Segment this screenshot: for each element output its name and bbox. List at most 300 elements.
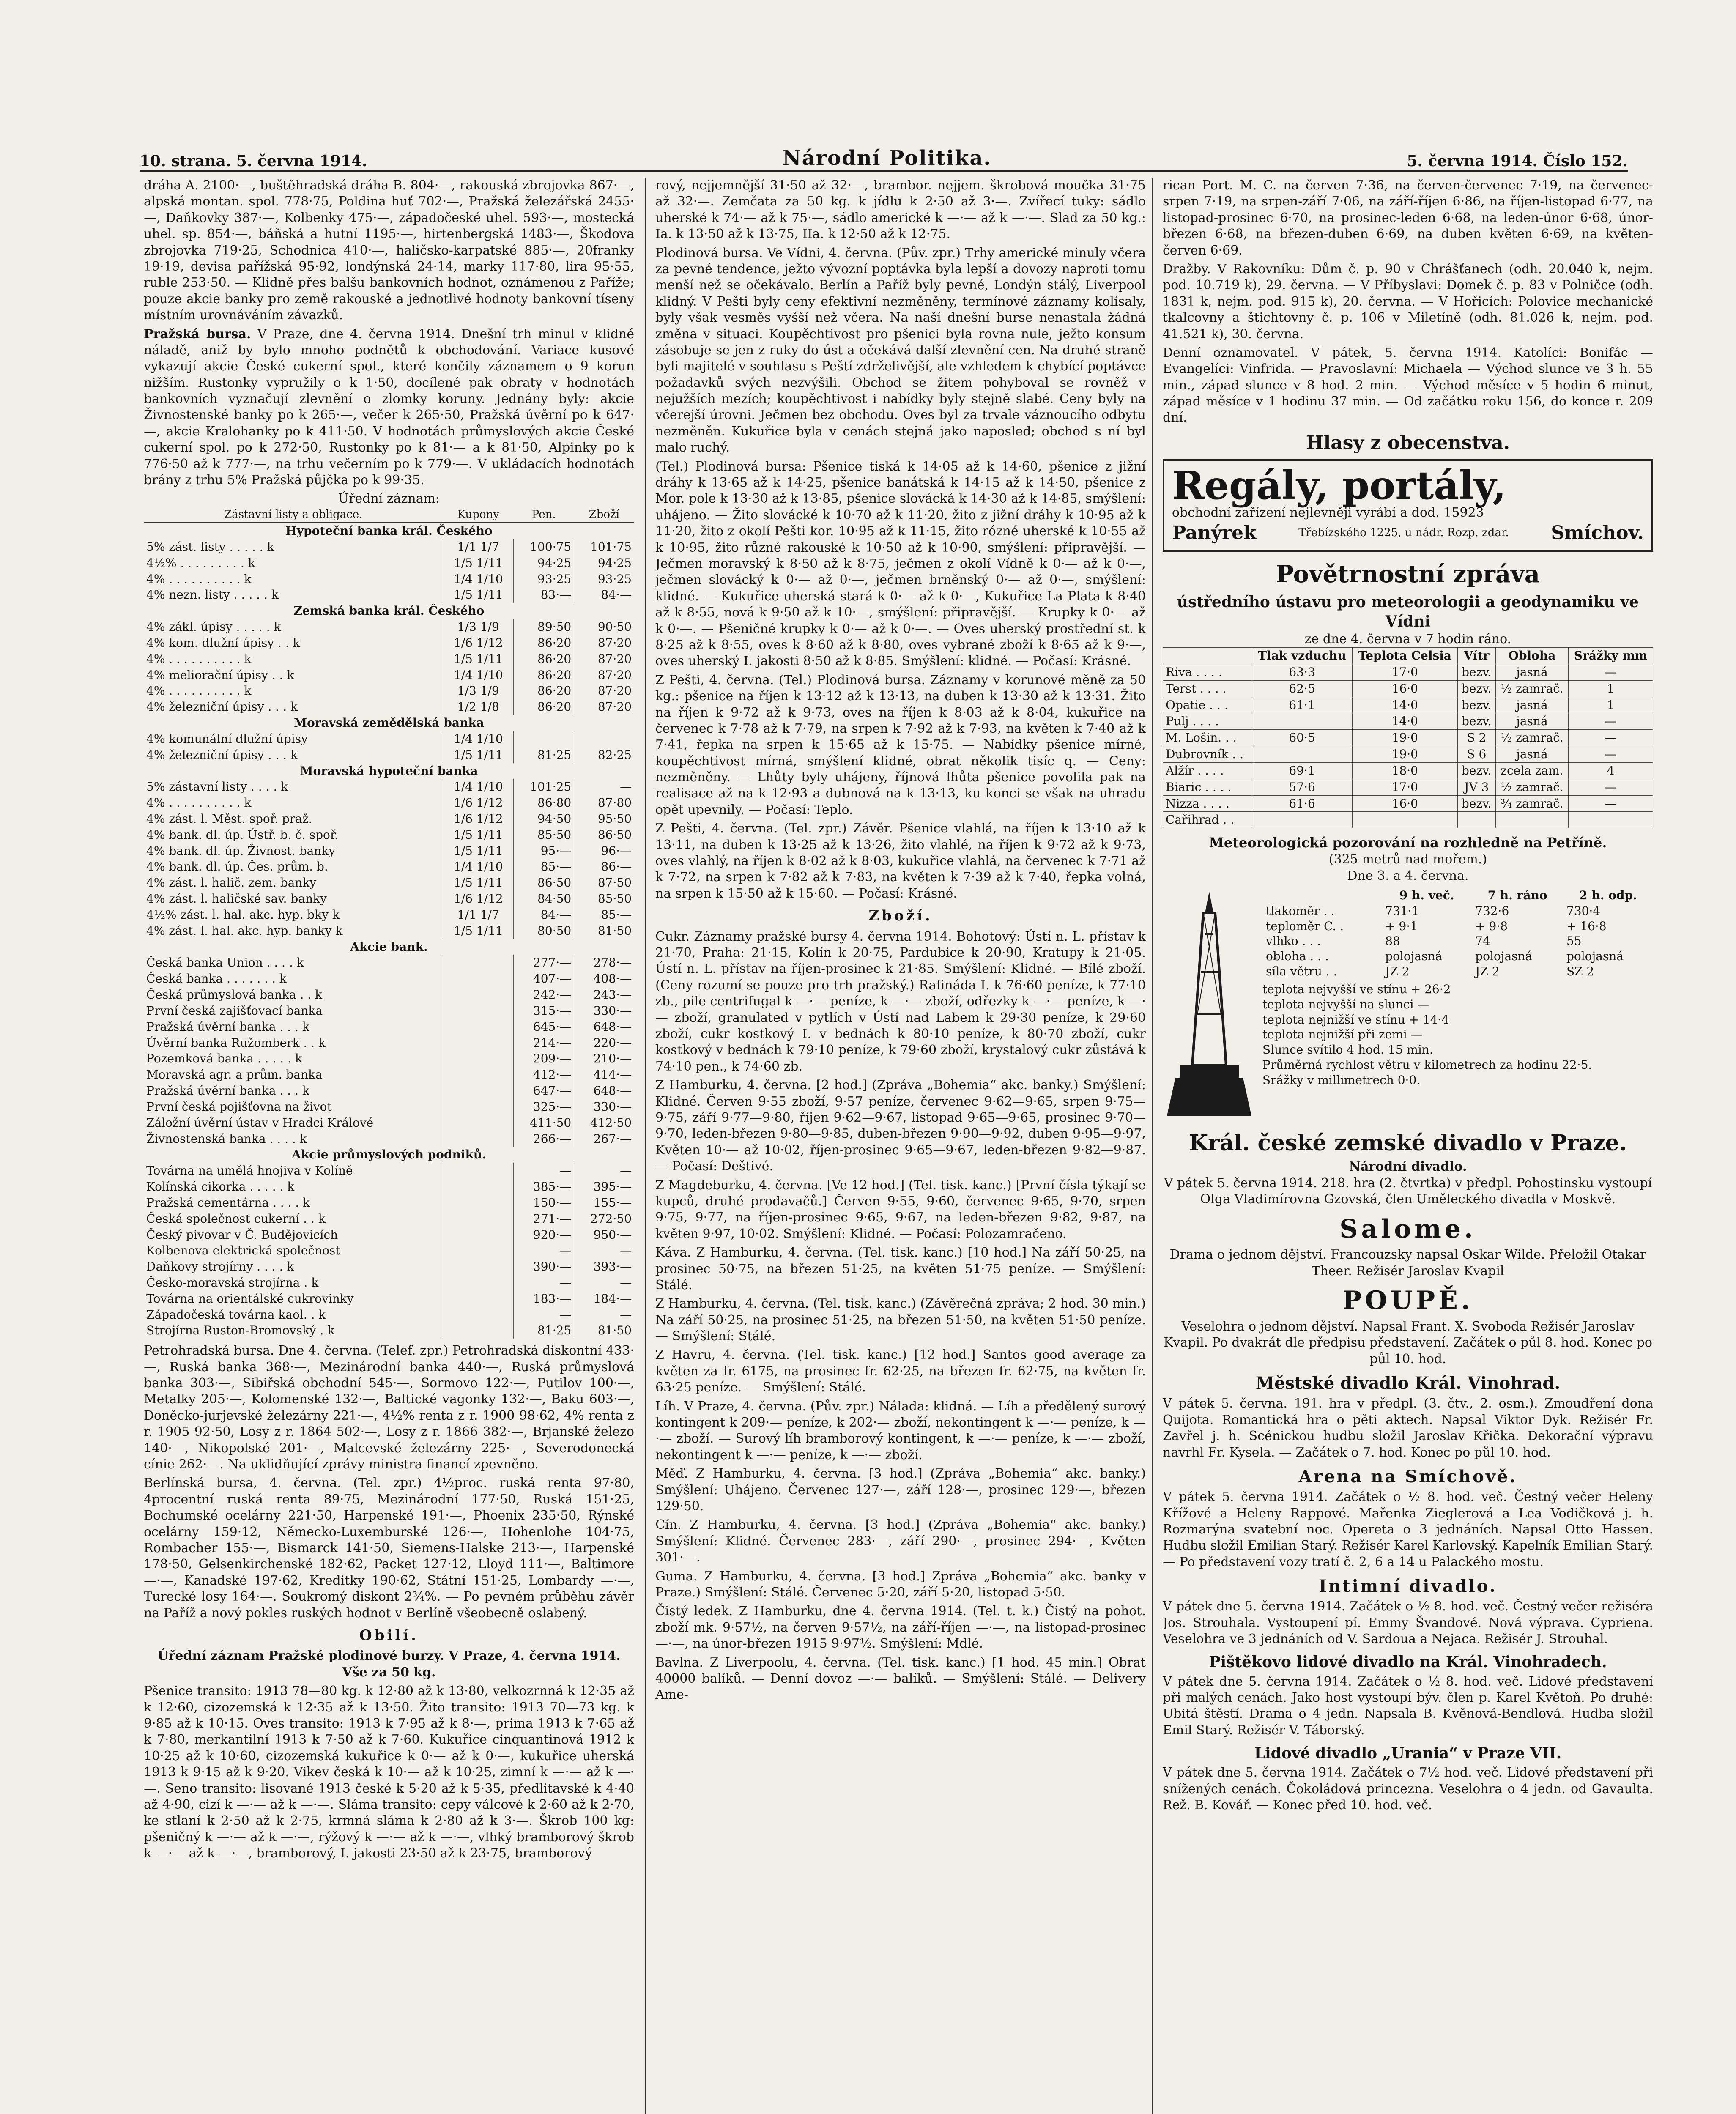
observation-header-cell: 7 h. ráno (1487, 888, 1547, 902)
weather-cell: bezv. (1458, 680, 1495, 697)
weather-cell: bezv. (1458, 713, 1495, 730)
bond-row (144, 827, 634, 843)
observations-date: Dne 3. a 4. června. (1347, 868, 1469, 883)
bond-coupons (443, 1275, 514, 1291)
bond-money: 93·25 (514, 571, 574, 587)
bond-group-row (144, 603, 634, 619)
weather-row (1163, 680, 1653, 697)
bond-coupons: 1/5 1/11 (443, 923, 514, 939)
observation-cell: JZ 2 (1385, 964, 1410, 979)
daily-notices: Denní oznamovatel. V pátek, 5. června 1914. Katolíci: Bonifác — Evangelíci: Vinfrida. — Pravoslavní: Michaela — Východ slunce ve 3 h. 55 min., západ slunce v 8 hod. 2 min. — Východ měsíce v 5 hodin 6 minut, západ měsíce v 1 hodinu 37 min. — Od začátku roku 156, do konce r. 209 dní. (1163, 345, 1653, 425)
observation-cell: tlakoměr . . (1266, 904, 1335, 918)
bond-goods: 81·50 (574, 923, 634, 939)
bond-row (144, 811, 634, 827)
bond-goods: 412·50 (574, 1115, 634, 1131)
observation-cell: 731·1 (1385, 904, 1419, 918)
havre-coffee: Z Havru, 4. června. (Tel. tisk. kanc.) [12 hod.] Santos good average za květen za fr. 6175, na prosinec fr. 62·25, na březen fr. 62·75, na květen fr. 63·25 peníze. — Smýšlení: Stálé. (655, 1347, 1146, 1395)
weather-cell: 4 (1569, 762, 1653, 779)
bond-row (144, 1323, 634, 1339)
bond-goods: 87·20 (574, 667, 634, 683)
bond-goods: 330·— (574, 1099, 634, 1115)
copper-report: Měď. Z Hamburku, 4. června. [3 hod.] (Zpráva „Bohemia“ akc. banky.) Smýšlení: Uhájeno. Červenec 127·—, září 128·—, prosinec 129·—, březen 129·50. (655, 1466, 1146, 1514)
official-record-title: Úřední záznam: (338, 491, 440, 507)
bond-money: 94·25 (514, 555, 574, 571)
bond-row (144, 587, 634, 603)
bond-coupons (443, 971, 514, 987)
observation-cell: polojasná (1475, 949, 1533, 964)
bond-row (144, 891, 634, 907)
bond-goods: 950·— (574, 1227, 634, 1243)
bond-name: 4% . . . . . . . . . . k (146, 572, 252, 586)
pistek-theatre-heading: Pištěkovo lidové divadlo na Král. Vinohradech. (1209, 1653, 1607, 1671)
sugar-report: Cukr. Záznamy pražské bursy 4. června 1914. Bohotový: Ústí n. L. přístav k 21·70, Praha: 21·15, Kolín k 20·75, Pardubice k 20·90, Kratupy k 21·05. Ústí n. L. přístav na říjen-prosinec k 21·85. Smýšlení: Klidné. — Bílé zboží. (Ceny rozumí se pouze pro trh pražský.) Rafináda I. k 76·60 peníze, k 77·10 zb., pile centrifugal k —·— peníze, k —·— zboží, odřezky k —·— peníze, k —·— zboží, granulated v pytlích v Ústí nad Labem k 29·30 peníze, k 29·60 zboží, cukr kostkový I. v bednách k 80·10 peníze, k 80·70 zboží, cukr kostkový v bednách k 79·10 peníze, k 79·60 zboží, krystalový cukr zůstává k 74·10 pen., k 74·60 zb. (655, 929, 1146, 1074)
bond-money: 150·— (514, 1195, 574, 1211)
pest-produce-close: Z Pešti, 4. června. (Tel. zpr.) Závěr. Pšenice vlahlá, na říjen k 13·10 až k 13·11, na duben k 13·25 až k 13·26, žito vlahlé, na říjen k 9·72 až k 9·73, oves vlahlý, na říjen k 8·02 až k 8·03, kukuřice vlahlá, na červenec k 7·71 až k 7·72, na srpen k 7·82 až k 7·83, na květen k 7·39 až k 7·40, řepka volná, na srpen k 15·50 až k 15·60. — Počasí: Krásné. (655, 821, 1146, 901)
bond-row (144, 779, 634, 795)
weather-cell: JV 3 (1458, 779, 1495, 795)
observation-cell: 74 (1475, 934, 1490, 948)
pistek-theatre-text: V pátek dne 5. června 1914. Začátek o ½ 8. hod. več. Lidové představení při malých cenách. Jako host vystoupí býv. člen p. Karel Květoň. Po druhé: Ubitá štěstí. Drama o 4 jedn. Napsala B. Kvěnová-Bendlová. Hudba složil Emil Starý. Režisér V. Táborský. (1163, 1674, 1653, 1738)
bond-money: 209·— (514, 1051, 574, 1067)
weather-header-cell (1163, 648, 1252, 664)
bond-goods: 87·20 (574, 651, 634, 667)
bond-goods: 94·25 (574, 555, 634, 571)
observation-cell: SZ 2 (1566, 964, 1594, 979)
weather-cell: zcela zam. (1495, 762, 1569, 779)
bond-goods: 96·— (574, 843, 634, 859)
bond-money: 84·50 (514, 891, 574, 907)
bond-row (144, 683, 634, 699)
bond-goods: 87·50 (574, 875, 634, 891)
weather-cell: ¾ zamrač. (1495, 795, 1569, 812)
weather-row (1163, 795, 1653, 812)
bond-row (144, 1115, 634, 1131)
bond-name: Západočeská továrna kaol. . k (146, 1307, 326, 1322)
weather-header-cell: Teplota Celsia (1352, 648, 1458, 664)
bond-coupons: 1/3 1/9 (443, 683, 514, 699)
bond-row (144, 1163, 634, 1179)
hamburg-sugar: Z Hamburku, 4. června. [2 hod.] (Zpráva „Bohemia“ akc. banky.) Smýšlení: Klidné. Červen 9·55 zboží, 9·57 peníze, červenec 9·62—9·65, srpen 9·75—9·75, září 9·77—9·80, říjen 9·62—9·67, listopad 9·65—9·65, prosinec 9·70—9·70, leden-březen 9·80—9·85, duben-březen 9·90—9·92, duben 9·95—9·97, Květen 10·— až 10·02, říjen-prosinec 9·65—9·67, leden-březen 9·82—9·87. — Počasí: Deštivé. (655, 1078, 1146, 1174)
observation-row (1262, 949, 1653, 964)
page-header (140, 140, 1628, 172)
bond-name: 4% bank. dl. úp. Ústř. b. č. spoř. (146, 827, 339, 842)
bond-coupons (443, 1243, 514, 1259)
observation-cell: polojasná (1385, 949, 1443, 964)
bond-row (144, 555, 634, 571)
bond-row (144, 1259, 634, 1275)
bond-money: 183·— (514, 1291, 574, 1307)
bond-name: 4% zákl. úpisy . . . . . k (146, 620, 281, 634)
weather-cell: Cařihrad . . (1163, 812, 1252, 828)
bond-money: 411·50 (514, 1115, 574, 1131)
weather-cell: — (1569, 713, 1653, 730)
bond-row (144, 1083, 634, 1099)
bond-goods: 184·— (574, 1291, 634, 1307)
coffee-report-close: Z Hamburku, 4. června. (Tel. tisk. kanc.) (Závěrečná zpráva; 2 hod. 30 min.) Na září 50·25, na prosinec 51·25, na březen 51·50, na květen 51·50 peníze. — Smýšlení: Stálé. (655, 1296, 1146, 1344)
weather-row (1163, 697, 1653, 713)
observation-cell: + 9·1 (1385, 919, 1418, 933)
play-poupe-text: Veselohra o jednom dějství. Napsal Frant. X. Svoboda Režisér Jaroslav Kvapil. Po dvakrát dle předpisu představení. Začátek o půl 8. hod. Konec po půl 10. hod. (1164, 1319, 1652, 1366)
bond-coupons: 1/5 1/11 (443, 555, 514, 571)
weather-cell: — (1569, 730, 1653, 746)
weather-cell (1252, 812, 1352, 828)
bond-name: 4% zást. l. hal. akc. hyp. banky k (146, 923, 343, 938)
weather-cell: 16·0 (1352, 680, 1458, 697)
bond-row (144, 635, 634, 651)
theatre-title: Král. české zemské divadlo v Praze. (1189, 1130, 1627, 1156)
pest-produce: Z Pešti, 4. června. (Tel.) Plodinová bursa. Záznamy v korunové měně za 50 kg.: pšenice na říjen k 13·12 až k 13·13, na duben k 13·30 až k 13·31. Žito na říjen k 9·72 až k 9·73, oves na říjen k 8·03 až k 8·04, kukuřice na červenec k 7·78 až k 7·79, na srpen k 7·92 až k 7·93, na květen k 7·40 až k 7·41, řepka na srpen k 15·65 až k 15·75. — Nabídky pšenice mírné, koupěchtivost mírná, smýšlení klidné, obrat několik tisíc q. — Ceny: nezměněny. — Lhůty byly uhájeny, říjnová lhůta pšenice povolila pak na realisace až na k 12·93 a dubnová na k 13·13, ku konci se však na uhradu opět upevnily. — Počasí: Teplo. (655, 672, 1146, 817)
urania-theatre-text: V pátek dne 5. června 1914. Začátek o 7½ hod. več. Lidové představení při snížených cenách. Čokoládová princezna. Veselohra o 4 jedn. od Gavaulta. Rež. B. Kovář. — Konec před 10. hod. več. (1163, 1765, 1653, 1813)
bond-row (144, 539, 634, 555)
bond-money: 81·25 (514, 747, 574, 763)
observation-cell: + 9·8 (1475, 919, 1508, 933)
bond-money: 86·50 (514, 875, 574, 891)
bond-goods: 414·— (574, 1067, 634, 1083)
national-theatre-text: V pátek 5. června 1914. 218. hra (2. čtvrtka) v předpl. Pohostinsku vystoupí Olga Vladimírovna Gzovská, člen Uměleckého divadla v Moskvě. (1164, 1175, 1652, 1207)
magdeburg-sugar: Z Magdeburku, 4. června. [Ve 12 hod.] (Tel. tisk. kanc.) [První čísla týkají se kupců, druhé prodavačů.] Červen 9·55, 9·60, červenec 9·65, 9·70, srpen 9·75, 9·77, na říjen-prosinec 9·65, 9·67, na leden-březen 9·82, 9·87, na květen 9·97, 10·02. Smýšlení: Klidné. — Počasí: Polozamračeno. (655, 1177, 1146, 1241)
intimate-theatre-text: V pátek dne 5. června 1914. Začátek o ½ 8. hod. več. Čestný večer režiséra Jos. Strouhala. Vystoupení pí. Emmy Švandové. Nová výprava. Cypriena. Veselohra ve 3 jednáních od V. Sardoua a Nejaca. Režisér J. Strouhal. (1163, 1599, 1653, 1647)
bond-coupons: 1/3 1/9 (443, 619, 514, 635)
bond-goods: 648·— (574, 1019, 634, 1035)
bond-money: 325·— (514, 1099, 574, 1115)
grain-subheading: Úřední záznam Pražské plodinové burzy. V Praze, 4. června 1914. Vše za 50 kg. (157, 1648, 621, 1680)
bond-coupons: 1/5 1/11 (443, 747, 514, 763)
bond-group-name: Moravská zemědělská banka (294, 716, 484, 730)
bond-money: 385·— (514, 1179, 574, 1195)
grain-continued: rový, nejjemnější 31·50 až 32·—, brambor. nejjem. škrobová moučka 31·75 až 32·—. Zemčata za 50 kg. k jídlu k 2·50 až 3·—. Zvířecí tuky: sádlo uherské k 74·— až k 75·—, sádlo americké k —·— až k —·—. Slad za 50 kg.: Ia. k 13·50 až k 13·75, IIa. k 12·50 až k 12·75. (655, 178, 1146, 242)
observation-cell: síla větru . . (1266, 964, 1337, 979)
bond-goods: 86·50 (574, 827, 634, 843)
ad-footer (1172, 521, 1644, 545)
bond-row (144, 875, 634, 891)
bond-name: 4% zást. l. haličské sav. banky (146, 892, 327, 906)
bond-coupons (443, 1227, 514, 1243)
observation-header-cell (1262, 887, 1382, 904)
grain-text: Pšenice transito: 1913 78—80 kg. k 12·80 až k 13·80, velkozrnná k 12·35 až k 12·60, cizozemská k 12·35 až k 13·50. Žito transito: 1913 70—73 kg. k 9·85 až k 10·15. Oves transito: 1913 k 7·95 až k 8·—, prima 1913 k 7·65 až k 7·80, merkantilní 1913 k 7·50 až k 7·60. Kukuřice cinquantinová 1912 k 10·25 až k 10·60, cizozemská kukuřice k 0·— až k 0·—, kukuřice uherská 1913 k 9·15 až k 9·20. Vikev česká k 10·— až k 10·25, zimní k —·— až k —·—. Seno transito: lisované 1913 české k 5·20 až k 5·35, předlitavské k 4·40 až 4·90, cizí k —·— až k —·—. Sláma transito: cepy válcové k 2·60 až k 2·70, ke stlaní k 2·50 až k 2·75, krmná sláma k 2·80 až k 3·—. Škrob 100 kg: pšeničný k —·— až k —·—, rýžový k —·— až k —·—, vlhký bramborový škrob k —·— až k —·—, bramborový, I. jakosti 23·50 až k 23·75, bramborový (144, 1684, 634, 1861)
observation-cell: 732·6 (1475, 904, 1509, 918)
weather-cell: bezv. (1458, 664, 1495, 680)
weather-cell: 17·0 (1352, 779, 1458, 795)
bond-name: 4% . . . . . . . . . . k (146, 796, 252, 810)
weather-cell: — (1569, 779, 1653, 795)
bond-money: 647·— (514, 1083, 574, 1099)
bond-goods: 243·— (574, 987, 634, 1003)
bond-name: Česká průmyslová banka . . k (146, 988, 323, 1002)
bond-row (144, 1179, 634, 1195)
saltpeter-report: Čistý ledek. Z Hamburku, dne 4. června 1914. (Tel. t. k.) Čistý na pohot. zboží mk. 9·57½, na červen 9·57½, na září-říjen —·—, na listopad-prosinec —·—, na únor-březen 1915 9·97½. Smýšlení: Mdlé. (655, 1604, 1146, 1651)
play-salome: Salome. (1339, 1214, 1476, 1244)
bond-name: Česká společnost cukerní . . k (146, 1211, 326, 1226)
vienna-produce-tel: (Tel.) Plodinová bursa: Pšenice tiská k 14·05 až k 14·60, pšenice z jižní dráhy k 13·65 až k 14·25, pšenice banátská k 14·15 až k 14·50, pšenice z Mor. pole k 13·30 až k 13·85, pšenice slovácká k 14·30 až k 14·85, smýšlení: uhájeno. — Žito slovácké k 10·70 až k 11·20, žito z jižní dráhy k 10·95 až k 11·20, žito z okolí Pešti kor. 10·95 až k 11·15, žito rózné uherské k 10·55 až k 10·95, žito různé rakouské k 10·50 až k 10·90, smýšlení: připravější. — Ječmen moravský k 8·50 až k 8·75, ječmen z okolí Vídně k 0·— až k 0·—, ječmen slovácký k 0·— až 0·—, ječmen brněnský 0·— až 0·—, smýšlení: klidné. — Kukuřice uherská stará k 0·— až k 0·—, Kukuřice La Plata k 8·40 až k 8·55, nová k 9·50 až k 10·—, smýšlení: připravější. — Krupky k 0·— až k 0·—. — Pšeničné krupky k 0·— až k 0·—. — Oves uherský prostřední st. k 8·25 až k 8·55, oves k 8·60 až k 8·80, oves vybrané zboží k 8·65 až k 9·—, oves uherský I. jakosti 8·50 až k 8·85. Smýšlení: klidné. — Počasí: Krásné. (655, 459, 1146, 669)
bond-goods: 87·20 (574, 699, 634, 715)
bond-coupons: 1/4 1/10 (443, 731, 514, 747)
observations-header (1262, 887, 1653, 904)
bond-money: 86·20 (514, 651, 574, 667)
bond-name: Česká banka . . . . . . . k (146, 972, 287, 986)
bond-group-name: Akcie průmyslových podniků. (291, 1147, 487, 1162)
public-voices-heading: Hlasy z obecenstva. (1306, 432, 1510, 454)
ad-city: Smíchov. (1551, 522, 1644, 544)
vinohrady-theatre-text: V pátek 5. června. 191. hra v předpl. (3. čtv., 2. osm.). Zmoudření dona Quijota. Romantická hra o pěti aktech. Napsal Viktor Dyk. Režisér Fr. Zavřel j. h. Scénickou hudbu složil Jaroslav Křička. Dekorační výpravu navrhl Fr. Kysela. — Začátek o 7. hod. Konec po půl 10. hod. (1163, 1396, 1653, 1460)
observation-cell: obloha . . . (1266, 949, 1329, 964)
weather-row (1163, 713, 1653, 730)
bond-money: — (514, 1275, 574, 1291)
weather-report-title: Povětrnostní zpráva (1276, 560, 1540, 588)
bond-money: 85·— (514, 859, 574, 875)
prague-bourse (144, 326, 634, 489)
bond-goods: 90·50 (574, 619, 634, 635)
bond-name: Továrna na umělá hnojiva v Kolíně (146, 1164, 353, 1178)
bond-coupons (443, 1099, 514, 1115)
bond-row (144, 1051, 634, 1067)
bond-row (144, 907, 634, 923)
header-right: 5. června 1914. Číslo 152. (1407, 152, 1628, 170)
bond-money: 100·75 (514, 539, 574, 555)
weather-row (1163, 746, 1653, 763)
observation-note: Slunce svítilo 4 hod. 15 min. (1262, 1043, 1433, 1057)
weather-header-cell: Vítr (1458, 648, 1495, 664)
bond-name: 4% . . . . . . . . . . k (146, 684, 252, 698)
bond-goods: — (574, 1243, 634, 1259)
observation-note: teplota nejnižší při zemi — (1262, 1027, 1423, 1042)
observation-cell: + 16·8 (1566, 919, 1607, 933)
bond-money: 407·— (514, 971, 574, 987)
bond-coupons (443, 1195, 514, 1211)
bond-name: 4½% zást. l. hal. akc. hyp. bky k (146, 907, 340, 922)
weather-cell: 19·0 (1352, 746, 1458, 763)
bond-coupons (443, 1035, 514, 1051)
weather-cell: ½ zamrač. (1495, 680, 1569, 697)
bond-coupons: 1/6 1/12 (443, 635, 514, 651)
prague-bourse-heading: Pražská bursa. (144, 326, 251, 342)
bond-goods: 86·— (574, 859, 634, 875)
bond-row (144, 699, 634, 715)
observations-data (1262, 887, 1653, 1124)
bond-row (144, 1243, 634, 1259)
bond-row (144, 651, 634, 667)
bond-row (144, 1227, 634, 1243)
bond-money: — (514, 1163, 574, 1179)
bond-money: 920·— (514, 1227, 574, 1243)
weather-cell: ½ zamrač. (1495, 730, 1569, 746)
bond-coupons (443, 1019, 514, 1035)
bond-name: Česká banka Union . . . . k (146, 956, 304, 970)
bond-money: 83·— (514, 587, 574, 603)
ad-name: Panýrek (1172, 522, 1257, 544)
weather-cell: Terst . . . . (1163, 680, 1252, 697)
weather-cell: 61·6 (1252, 795, 1352, 812)
bond-group-name: Moravská hypoteční banka (300, 764, 478, 778)
bond-goods: 220·— (574, 1035, 634, 1051)
weather-row (1163, 812, 1653, 828)
bond-goods (574, 731, 634, 747)
weather-header-cell: Srážky mm (1569, 648, 1653, 664)
bond-coupons (443, 1067, 514, 1083)
bond-goods: — (574, 1163, 634, 1179)
bond-name: Továrna na orientálské cukrovinky (146, 1291, 354, 1306)
bond-money: 412·— (514, 1067, 574, 1083)
bond-name: 4% zást. l. halič. zem. banky (146, 876, 317, 890)
bond-name: Kolínská cikorka . . . . . k (146, 1180, 295, 1194)
bond-coupons: 1/6 1/12 (443, 811, 514, 827)
bond-goods: 267·— (574, 1131, 634, 1147)
bond-coupons (443, 1179, 514, 1195)
observation-cell: vlhko . . . (1266, 934, 1321, 948)
bond-coupons (443, 1003, 514, 1019)
bond-goods: — (574, 1307, 634, 1323)
observation-cell: polojasná (1566, 949, 1624, 964)
column-2 (655, 178, 1146, 2114)
masthead: Národní Politika. (782, 146, 992, 170)
bond-name: 4½% . . . . . . . . . k (146, 556, 255, 570)
bond-row (144, 1291, 634, 1307)
weather-report-date: ze dne 4. června v 7 hodin ráno. (1304, 631, 1511, 646)
bond-money: 242·— (514, 987, 574, 1003)
bond-goods: 87·20 (574, 635, 634, 651)
petrin-tower-icon (1163, 887, 1256, 1124)
bond-coupons: 1/4 1/10 (443, 859, 514, 875)
play-salome-text: Drama o jednom dějství. Francouzsky napsal Oskar Wilde. Přeložil Otakar Theer. Režisér Jaroslav Kvapil (1169, 1247, 1646, 1279)
bond-money: — (514, 1307, 574, 1323)
bond-row (144, 667, 634, 683)
weather-cell: — (1569, 746, 1653, 763)
bond-row (144, 1035, 634, 1051)
observation-cell: JZ 2 (1475, 964, 1500, 979)
bond-money: 645·— (514, 1019, 574, 1035)
header-left: 10. strana. 5. června 1914. (140, 152, 367, 170)
bond-coupons (443, 1291, 514, 1307)
bond-name: 4% železniční úpisy . . . k (146, 700, 298, 714)
observation-header-cell: 2 h. odp. (1579, 888, 1637, 902)
bond-name: První česká pojišťovna na život (146, 1099, 332, 1114)
weather-row (1163, 664, 1653, 680)
bond-goods: 393·— (574, 1259, 634, 1275)
bond-money (514, 731, 574, 747)
bond-group-row (144, 939, 634, 955)
bond-coupons (443, 1211, 514, 1227)
bond-row (144, 1275, 634, 1291)
bond-name: 5% zástavní listy . . . . k (146, 780, 288, 794)
weather-row (1163, 779, 1653, 795)
play-poupe: POUPĚ. (1342, 1286, 1473, 1316)
coffee-report: Káva. Z Hamburku, 4. června. (Tel. tisk. kanc.) [10 hod.] Na září 50·25, na prosinec 50·75, na březen 51·25, na květen 51·75 peníze. — Smýšlení: Stálé. (655, 1245, 1146, 1292)
bond-name: 4% bank. dl. úp. Živnost. banky (146, 843, 336, 858)
bond-name: Pozemková banka . . . . . k (146, 1052, 302, 1066)
bond-group-name: Zemská banka král. Českého (293, 604, 485, 618)
weather-cell: Riva . . . . (1163, 664, 1252, 680)
bond-coupons (443, 1259, 514, 1275)
bond-row (144, 987, 634, 1003)
bond-name: Moravská agr. a prům. banka (146, 1068, 323, 1082)
bond-group-name: Akcie bank. (350, 939, 428, 954)
weather-table-body (1163, 664, 1653, 828)
bond-coupons (443, 987, 514, 1003)
weather-cell: Pulj . . . . (1163, 713, 1252, 730)
weather-cell: 18·0 (1352, 762, 1458, 779)
weather-cell: jasná (1495, 664, 1569, 680)
weather-cell: Nizza . . . . (1163, 795, 1252, 812)
bond-name: Kolbenova elektrická společnost (146, 1243, 340, 1258)
weather-cell: jasná (1495, 697, 1569, 713)
weather-header-cell: Obloha (1495, 648, 1569, 664)
bond-coupons: 1/5 1/11 (443, 843, 514, 859)
bond-name: Český pivovar v Č. Budějovicích (146, 1227, 338, 1242)
bond-goods: 408·— (574, 971, 634, 987)
column-rule (645, 178, 646, 2114)
bond-money: 390·— (514, 1259, 574, 1275)
bond-coupons: 1/6 1/12 (443, 891, 514, 907)
bond-money: 86·20 (514, 667, 574, 683)
weather-cell: S 6 (1458, 746, 1495, 763)
bond-money: 95·— (514, 843, 574, 859)
urania-theatre-heading: Lidové divadlo „Urania“ v Praze VII. (1254, 1744, 1562, 1763)
bond-header-name: Zástavní listy a obligace. (144, 507, 443, 523)
bond-money: 271·— (514, 1211, 574, 1227)
spirits-report: Líh. V Praze, 4. června. (Pův. zpr.) Nálada: klidná. — Líh a předělený surový kontingent k 209·— peníze, k 202·— zboží, nekontingent k —·— peníze, k —·— zboží. — Surový líh bramborový kontingent, k —·— peníze, k —·— zboží, nekontingent k —·— peníze, k —·— zboží. (655, 1399, 1146, 1462)
bond-goods: 93·25 (574, 571, 634, 587)
weather-cell: 57·6 (1252, 779, 1352, 795)
weather-cell: — (1569, 795, 1653, 812)
bond-name: První česká zajišťovací banka (146, 1003, 323, 1018)
bond-goods: 272·50 (574, 1211, 634, 1227)
bond-coupons: 1/1 1/7 (443, 539, 514, 555)
bond-table (144, 507, 634, 1339)
observations-table (1262, 887, 1653, 979)
bond-row (144, 571, 634, 587)
bond-coupons (443, 1307, 514, 1323)
bond-coupons: 1/1 1/7 (443, 907, 514, 923)
bond-money: 86·20 (514, 683, 574, 699)
bond-coupons (443, 1115, 514, 1131)
weather-report-subtitle: ústředního ústavu pro meteorologii a geodynamiku ve Vídni (1177, 593, 1639, 630)
bond-name: 4% komunální dlužní úpisy (146, 731, 308, 746)
berlin-bourse: Berlínská bursa, 4. června. (Tel. zpr.) 4½proc. ruská renta 97·80, 4procentní ruská renta 89·75, Mezinárodní 177·50, Ruská 151·25, Bochumské ocelárny 221·50, Harpenské 191·—, Phoenix 235·50, Rýnské ocelárny 159·12, Německo-Luxemburské 126·—, Hohenlohe 104·75, Rombacher 155·—, Bismarck 141·50, Siemens-Halske 213·—, Harpenské 178·50, Gelsenkirchenské 182·62, Packet 127·12, Lloyd 111·—, Baltimore —·—, Kanadské 197·62, Kreditky 190·62, Státní 151·25, Lombardy —·—, Turecké losy 164·—. Soukromý diskont 2¾%. — Po pevném průběhu závěr na Paříž a nový pokles ruských hodnot v Berlíně všeobecně oslabený. (144, 1476, 634, 1621)
bond-name: 4% meliorační úpisy . . k (146, 668, 294, 682)
petersburg-bourse: Petrohradská bursa. Dne 4. června. (Telef. zpr.) Petrohradská diskontní 433·—, Ruská banka 368·—, Mezinárodní banka 440·—, Ruská průmyslová banka 303·—, Sibiřská obchodní 545·—, Sormovo 122·—, Putilov 100·—, Metalky 205·—, Kolomenské 132·—, Baltické vagonky 132·—, Baku 603·—, Doněcko-jurjevské železárny 221·—, 4½% renta z r. 1900 98·62, 4% renta z r. 1905 92·50, Losy z r. 1864 502·—, Losy z r. 1866 382·—, Brjanské železo 140·—, Nikopolské 201·—, Malcevské železárny 225·—, Severodonecká cínie 262·—. Na uklidňující zprávy ministra financí zpevněno. (144, 1343, 634, 1472)
bond-coupons: 1/4 1/10 (443, 779, 514, 795)
bond-coupons: 1/5 1/11 (443, 587, 514, 603)
bond-coupons: 1/5 1/11 (443, 651, 514, 667)
bond-goods: 155·— (574, 1195, 634, 1211)
weather-cell: 62·5 (1252, 680, 1352, 697)
column-1 (144, 178, 634, 2114)
arena-text: V pátek 5. června 1914. Začátek o ½ 8. hod. več. Čestný večer Heleny Křížové a Heleny Rappové. Mařenka Zieglerová a Lea Vodičková j. h. Rozmarýna svatební noc. Opereta o 3 jednáních. Napsal Otto Hassen. Hudbu složil Emilian Starý. Režisér Karel Karlovský. Kapelník Emilian Starý. — Po představení vozy tratí č. 2, 6 a 14 u Palackého mostu. (1163, 1490, 1653, 1569)
bond-money: 86·20 (514, 699, 574, 715)
vienna-produce: Plodinová bursa. Ve Vídni, 4. června. (Pův. zpr.) Trhy americké minuly včera za pevné tendence, ježto vývozní poptávka byla lepší a dovozy naproti tomu menší než se očekávalo. Berlín a Paříž byly pevné, Londýn stálý, Liverpool klidný. V Pešti byly ceny efektivní nezměněny, termínové záznamy kolísaly, byly však vesměs vyšší než včera. Na naší dnešní burse nenastala žádná změna v situaci. Koupěchtivost pro pšenici byla rovna nule, ježto konsum zásobuje se jen z ruky do úst a očekává další zlevnění cen. Na druhé straně byli majitelé v souhlasu s Peští zdrželivější, ale vzhledem k chybící poptávce požadavků svých nezvýšili. Obchod se žitem pohyboval se rovněž v nejužších mezích; koupěchtivost i nabídky byly stejně slabé. Ceny byly na včerejší úrovni. Ječmen bez obchodu. Oves byl za trvale váznoucího odbytu nezměněn. Kukuřice byla v cenách stejná jako naposled; obchod s ní byl malo ruchý. (655, 245, 1146, 455)
bond-goods: 85·50 (574, 891, 634, 907)
bond-goods: 87·20 (574, 683, 634, 699)
bond-row (144, 1067, 634, 1083)
rubber-report: Guma. Z Hamburku, 4. června. [3 hod.] Zpráva „Bohemia“ akc. banky v Praze.) Smýšlení: Stálé. Červenec 5·20, září 5·20, listopad 5·50. (655, 1569, 1146, 1600)
weather-cell: 14·0 (1352, 713, 1458, 730)
weather-cell: bezv. (1458, 762, 1495, 779)
bond-row (144, 971, 634, 987)
bond-name: 4% zást. l. Měst. spoř. praž. (146, 811, 312, 826)
weather-cell: 63·3 (1252, 664, 1352, 680)
grain-heading: Obilí. (359, 1627, 419, 1644)
bond-name: 4% bank. dl. úp. Čes. prům. b. (146, 860, 328, 874)
bond-goods: 278·— (574, 955, 634, 971)
bond-money: 266·— (514, 1131, 574, 1147)
bond-goods: — (574, 779, 634, 795)
vienna-bourse-tail: dráha A. 2100·—, buštěhradská dráha B. 804·—, rakouská zbrojovka 867·—, alpská montan. spol. 778·75, Poldina huť 702·—, Pražská železářská 2455·—, Daňkovky 387·—, Kolbenky 475·—, západočeské uhel. 593·—, mostecká uhel. sp. 854·—, báňská a hutní 1195·—, hirtenbergská 1483·—, Škodova zbrojovka 719·25, Schodnica 410·—, haličsko-karpatské 885·—, 20franky 19·19, devisa pařížská 95·92, londýnská 24·14, marky 117·80, lira 95·55, ruble 253·50. — Klidně přes balšu bankovních hodnot, oznámenou z Paříže; pouze akcie banky pro země rakouské a jednotlivé hodnoty bankovní tíseny místním urovnáváním závazků. (144, 178, 634, 323)
bond-row (144, 1131, 634, 1147)
observation-cell: 730·4 (1566, 904, 1601, 918)
weather-table (1163, 647, 1653, 828)
bond-goods: 101·75 (574, 539, 634, 555)
bond-goods: 95·50 (574, 811, 634, 827)
bond-coupons (443, 1323, 514, 1339)
